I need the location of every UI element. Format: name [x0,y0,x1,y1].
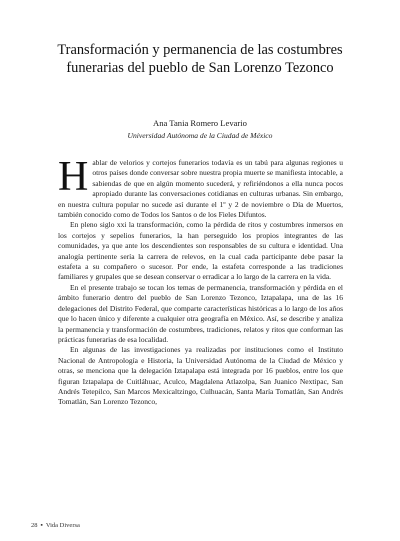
author-name: Ana Tania Romero Levario [153,118,247,128]
journal-name: Vida Diversa [45,522,80,529]
paragraph-4: En algunas de las investigaciones ya realizadas por instituciones como el Instituto Nacional de Antropología e Historia, la Universidad Autónoma de la Ciudad de México y otras, se menciona que la delegación Iztapalapa está integrada por 16 pueblos, entre los que figuran Iztapalapa de Cuitláhuac, Aculco, Magdalena Atlazolpa, San Juanico Nextipac, San Andrés Tetepilco, San Marcos Mexicaltzingo, Culhuacán, Santa María Tomatlán, San Andrés Tomatlán, San Lorenzo Tezonco, [58,345,343,407]
page-number: 28 [31,522,38,529]
article-title: Transformación y permanencia de las costumbres funerarias del pueblo de San Lorenzo Tezonco [57,42,343,77]
paragraph-1 [58,154,343,220]
author-affiliation: Universidad Autónoma de la Ciudad de México [127,131,273,140]
paragraph-1-text: ablar de velorios y cortejos funerarios todavía es un tabú para algunas regiones u otros países donde conversar sobre nuestra propia muerte se manifiesta intocable, a sabiendas de que en algún momento sucederá, y refiriéndonos a ella nunca pocos apropiado durante las conversaciones cotidianas en culturas urbanas. Sin embargo, en nuestra cultura popular no sucede así durante el 1º y 2 de noviembre o Día de Muertos, también conocido como de Todos los Santos o de los Fieles Difuntos. [58,158,343,220]
drop-cap: H [58,154,89,200]
footer-separator: ▪ [40,522,43,529]
page-footer [31,522,80,530]
paragraph-3: En el presente trabajo se tocan los temas de permanencia, transformación y pérdida en el ámbito funerario dentro del pueblo de San Lorenzo Tezonco, Iztapalapa, una de las 16 delegaciones del Distrito Federal, que comparte características históricas a lo largo de los años que lo hacen único y diferente a cualquier otra geografía en México. Así, se describe y analiza la permanencia y transformación de costumbres, tradiciones, relatos y ritos que conforman las prácticas funerarias de esa localidad. [58,282,343,344]
article-body [58,154,343,408]
paragraph-2: En pleno siglo xxi la transformación, como la pérdida de ritos y costumbres inmersos en los cortejos y sepelios funerarios, la han perseguido los propios integrantes de las comunidades, ya que ante los descendientes son responsables de su cultura e identidad. Una analogía pertinente sería la carrera de relevos, en la cual cada participante debe pasar la estafeta a su compañero o sucesor. Por ende, la estafeta corresponde a las tradiciones familiares y grupales que se desean conservar o erradicar a lo largo de la carrera en la vida. [58,220,343,282]
